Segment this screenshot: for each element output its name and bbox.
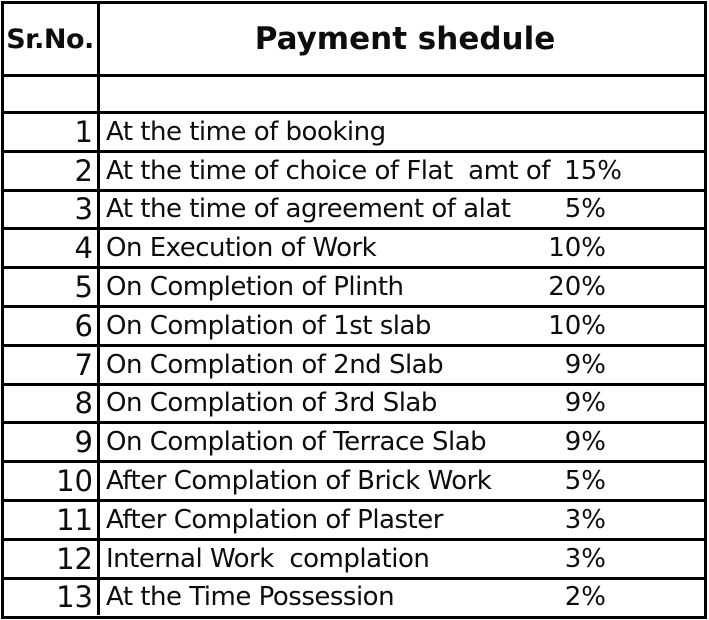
milestone-text: At the Time Possession	[106, 582, 395, 613]
percent-value: 5%	[564, 194, 606, 225]
srno-cell	[4, 153, 100, 189]
table-row	[4, 305, 704, 344]
row-number: 13	[56, 580, 93, 615]
milestone-text: On Complation of 1st slab	[106, 310, 431, 341]
header-payment-schedule-cell: Payment shedule	[254, 21, 556, 57]
row-number: 12	[56, 541, 93, 576]
percent-value: 5%	[564, 466, 606, 497]
table-row	[4, 189, 704, 228]
milestone-text: Internal Work complation	[106, 543, 430, 574]
description-cell	[100, 230, 704, 266]
description-cell	[100, 386, 704, 422]
table-row	[4, 344, 704, 383]
payment-schedule-table	[1, 1, 707, 619]
table-row	[4, 499, 704, 538]
table-row	[4, 460, 704, 499]
table-row	[4, 577, 704, 616]
percent-value: 9%	[564, 388, 606, 419]
description-cell	[100, 463, 704, 499]
milestone-text: At the time of choice of Flat amt of	[106, 155, 550, 186]
table-row	[4, 266, 704, 305]
percent-value: 15%	[564, 155, 622, 186]
percent-value: 3%	[564, 543, 606, 574]
percent-value: 9%	[564, 349, 606, 380]
table-row	[4, 538, 704, 577]
description-cell	[100, 541, 704, 577]
row-number: 2	[74, 153, 93, 188]
milestone-text: On Complation of 2nd Slab	[106, 349, 444, 380]
row-number: 11	[56, 502, 93, 537]
milestone-text: On Completion of Plinth	[106, 272, 404, 303]
table-header-row	[4, 4, 704, 74]
table-row	[4, 150, 704, 189]
row-number: 10	[56, 464, 93, 499]
milestone-text: On Complation of 3rd Slab	[106, 388, 437, 419]
description-cell	[100, 424, 704, 460]
srno-cell	[4, 463, 100, 499]
srno-cell	[4, 424, 100, 460]
srno-cell	[4, 114, 100, 150]
table-row	[4, 421, 704, 460]
row-number: 8	[74, 386, 93, 421]
row-number: 1	[74, 114, 93, 149]
spacer-row	[4, 74, 704, 111]
row-number: 9	[74, 425, 93, 460]
description-cell	[100, 308, 704, 344]
srno-cell	[4, 308, 100, 344]
percent-value: 10%	[548, 233, 606, 264]
srno-cell	[4, 502, 100, 538]
spacer-description-cell	[100, 77, 704, 111]
table-row	[4, 383, 704, 422]
srno-cell	[4, 269, 100, 305]
srno-cell	[4, 541, 100, 577]
description-cell	[100, 502, 704, 538]
description-cell	[100, 580, 704, 616]
srno-cell	[4, 192, 100, 228]
table-row	[4, 227, 704, 266]
percent-value: 10%	[548, 310, 606, 341]
table-body	[4, 111, 704, 615]
percent-value: 20%	[548, 272, 606, 303]
srno-cell	[4, 386, 100, 422]
milestone-text: At the time of agreement of alat	[106, 194, 511, 225]
header-srno-cell: Sr.No.	[4, 4, 100, 74]
table-row	[4, 111, 704, 150]
description-cell	[100, 114, 704, 150]
row-number: 4	[74, 231, 93, 266]
row-number: 6	[74, 308, 93, 343]
srno-cell	[4, 230, 100, 266]
milestone-text: After Complation of Plaster	[106, 504, 443, 535]
row-number: 3	[74, 192, 93, 227]
percent-value: 2%	[564, 582, 606, 613]
milestone-text: After Complation of Brick Work	[106, 466, 492, 497]
milestone-text: On Complation of Terrace Slab	[106, 427, 487, 458]
percent-value: 3%	[564, 504, 606, 535]
srno-cell	[4, 347, 100, 383]
percent-value: 9%	[564, 427, 606, 458]
description-cell	[100, 192, 704, 228]
srno-cell	[4, 580, 100, 616]
description-cell	[100, 269, 704, 305]
row-number: 5	[74, 270, 93, 305]
milestone-text: At the time of booking	[106, 116, 386, 147]
spacer-srno-cell	[4, 77, 100, 111]
description-cell	[100, 153, 704, 189]
row-number: 7	[74, 347, 93, 382]
milestone-text: On Execution of Work	[106, 233, 377, 264]
description-cell	[100, 347, 704, 383]
